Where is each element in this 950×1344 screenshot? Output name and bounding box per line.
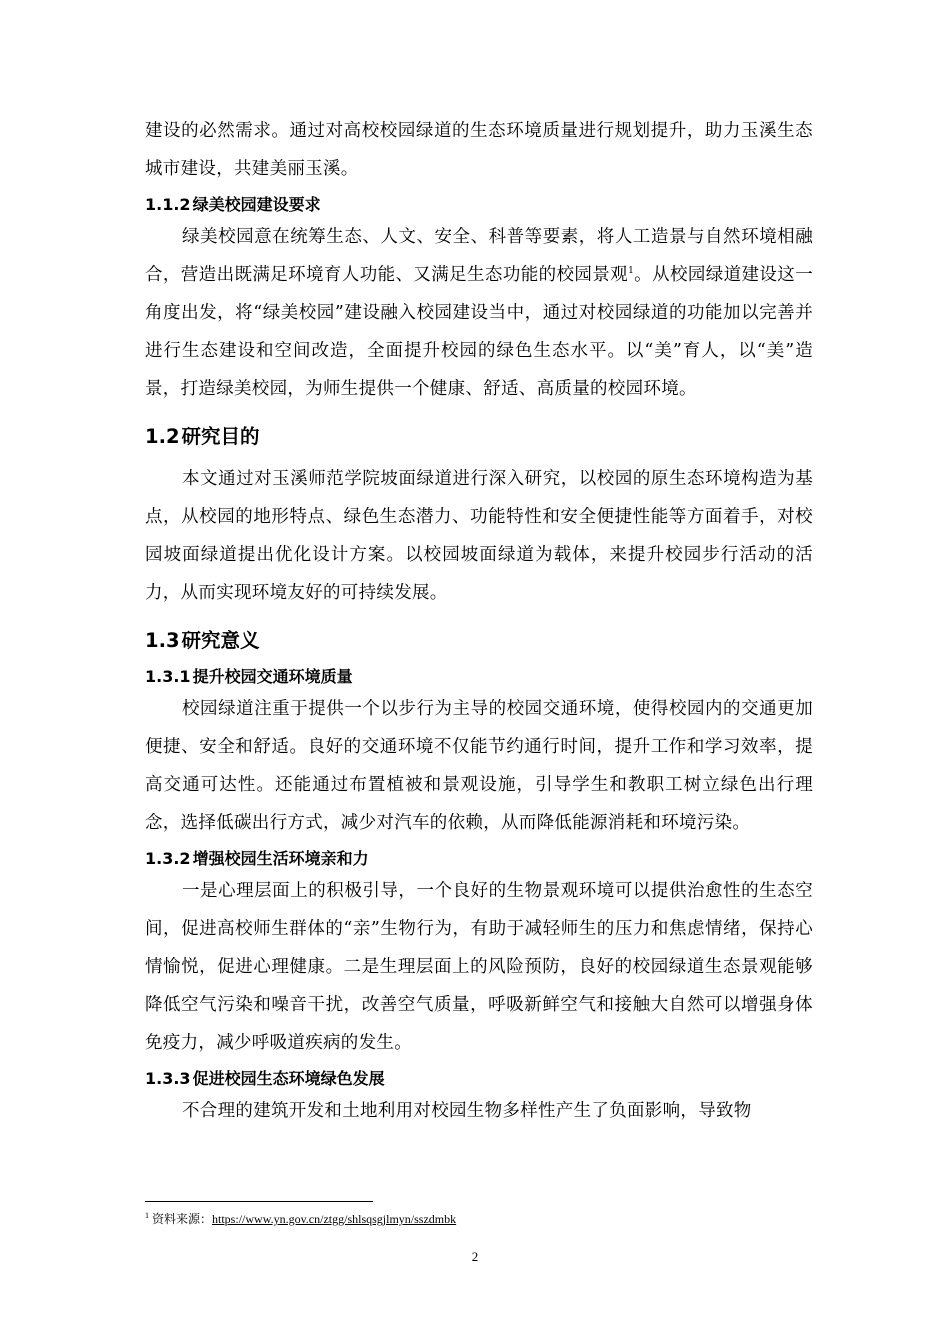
paragraph-ecological-development: 不合理的建筑开发和土地利用对校园生物多样性产生了负面影响，导致物 bbox=[182, 1101, 752, 1121]
heading-number: 1.1.2 bbox=[145, 195, 191, 214]
footnote-label: 资料来源： bbox=[152, 1212, 213, 1226]
heading-1-3-1 bbox=[145, 664, 813, 690]
paragraph-research-purpose: 本文通过对玉溪师范学院坡面绿道进行深入研究，以校园的原生态环境构造为基点，从校园的地形特点、绿色生态潜力、功能特性和安全便捷性能等方面着手，对校园坡面绿道提出优化设计方案。以校园坡面绿道为载体，来提升校园步行活动的活力，从而实现环境友好的可持续发展。 bbox=[145, 469, 813, 603]
paragraph-text: 绿美校园意在统筹生态、人文、安全、科普等要素，将人工造景与自然环境相融合，营造出既满足环境育人功能、又满足生态功能的校园景观 bbox=[145, 227, 813, 285]
paragraph-continuation: 建设的必然需求。通过对高校校园绿道的生态环境质量进行规划提升，助力玉溪生态城市建设，共建美丽玉溪。 bbox=[145, 121, 813, 179]
page-body bbox=[145, 112, 813, 1130]
heading-number: 1.3.1 bbox=[145, 667, 191, 686]
heading-title: 提升校园交通环境质量 bbox=[192, 667, 353, 686]
footnote-reference[interactable]: 1 bbox=[628, 266, 635, 277]
paragraph-green-campus bbox=[145, 218, 813, 408]
heading-1-3 bbox=[145, 626, 813, 656]
heading-title: 研究意义 bbox=[181, 629, 260, 652]
footnote bbox=[145, 1210, 456, 1228]
paragraph-traffic-environment: 校园绿道注重于提供一个以步行为主导的校园交通环境，使得校园内的交通更加便捷、安全和舒适。良好的交通环境不仅能节约通行时间，提升工作和学习效率，提高交通可达性。还能通过布置植被和景观设施，引导学生和教职工树立绿色出行理念，选择低碳出行方式，减少对汽车的依赖，从而降低能源消耗和环境污染。 bbox=[145, 699, 813, 833]
heading-title: 增强校园生活环境亲和力 bbox=[192, 849, 369, 868]
heading-1-2 bbox=[145, 422, 813, 452]
paragraph-text: 。从校园绿道建设这一角度出发，将“绿美校园”建设融入校园建设当中，通过对校园绿道的功能加以完善并进行生态建设和空间改造，全面提升校园的绿色生态水平。以“美”育人，以“美”造景，打造绿美校园，为师生提供一个健康、舒适、高质量的校园环境。 bbox=[145, 265, 814, 399]
footnote-marker: 1 bbox=[145, 1211, 149, 1220]
heading-number: 1.3 bbox=[145, 629, 180, 652]
paragraph-living-environment: 一是心理层面上的积极引导，一个良好的生物景观环境可以提供治愈性的生态空间，促进高校师生群体的“亲”生物行为，有助于减轻师生的压力和焦虑情绪，保持心情愉悦，促进心理健康。二是生理层面上的风险预防，良好的校园绿道生态景观能够降低空气污染和噪音干扰，改善空气质量，呼吸新鲜空气和接触大自然可以增强身体免疫力，减少呼吸道疾病的发生。 bbox=[145, 881, 813, 1053]
heading-number: 1.3.3 bbox=[145, 1069, 191, 1088]
heading-1-3-3 bbox=[145, 1066, 813, 1092]
heading-1-1-2 bbox=[145, 192, 813, 218]
heading-1-3-2 bbox=[145, 846, 813, 872]
heading-number: 1.3.2 bbox=[145, 849, 191, 868]
page-number: 2 bbox=[471, 1249, 479, 1264]
heading-title: 绿美校园建设要求 bbox=[192, 195, 321, 214]
heading-title: 促进校园生态环境绿色发展 bbox=[192, 1069, 385, 1088]
footnote-link[interactable]: https://www.yn.gov.cn/ztgg/shlsqsgjlmyn/sszdmbk bbox=[212, 1212, 457, 1226]
footnote-separator bbox=[145, 1201, 373, 1202]
heading-number: 1.2 bbox=[145, 425, 180, 448]
heading-title: 研究目的 bbox=[181, 425, 260, 448]
